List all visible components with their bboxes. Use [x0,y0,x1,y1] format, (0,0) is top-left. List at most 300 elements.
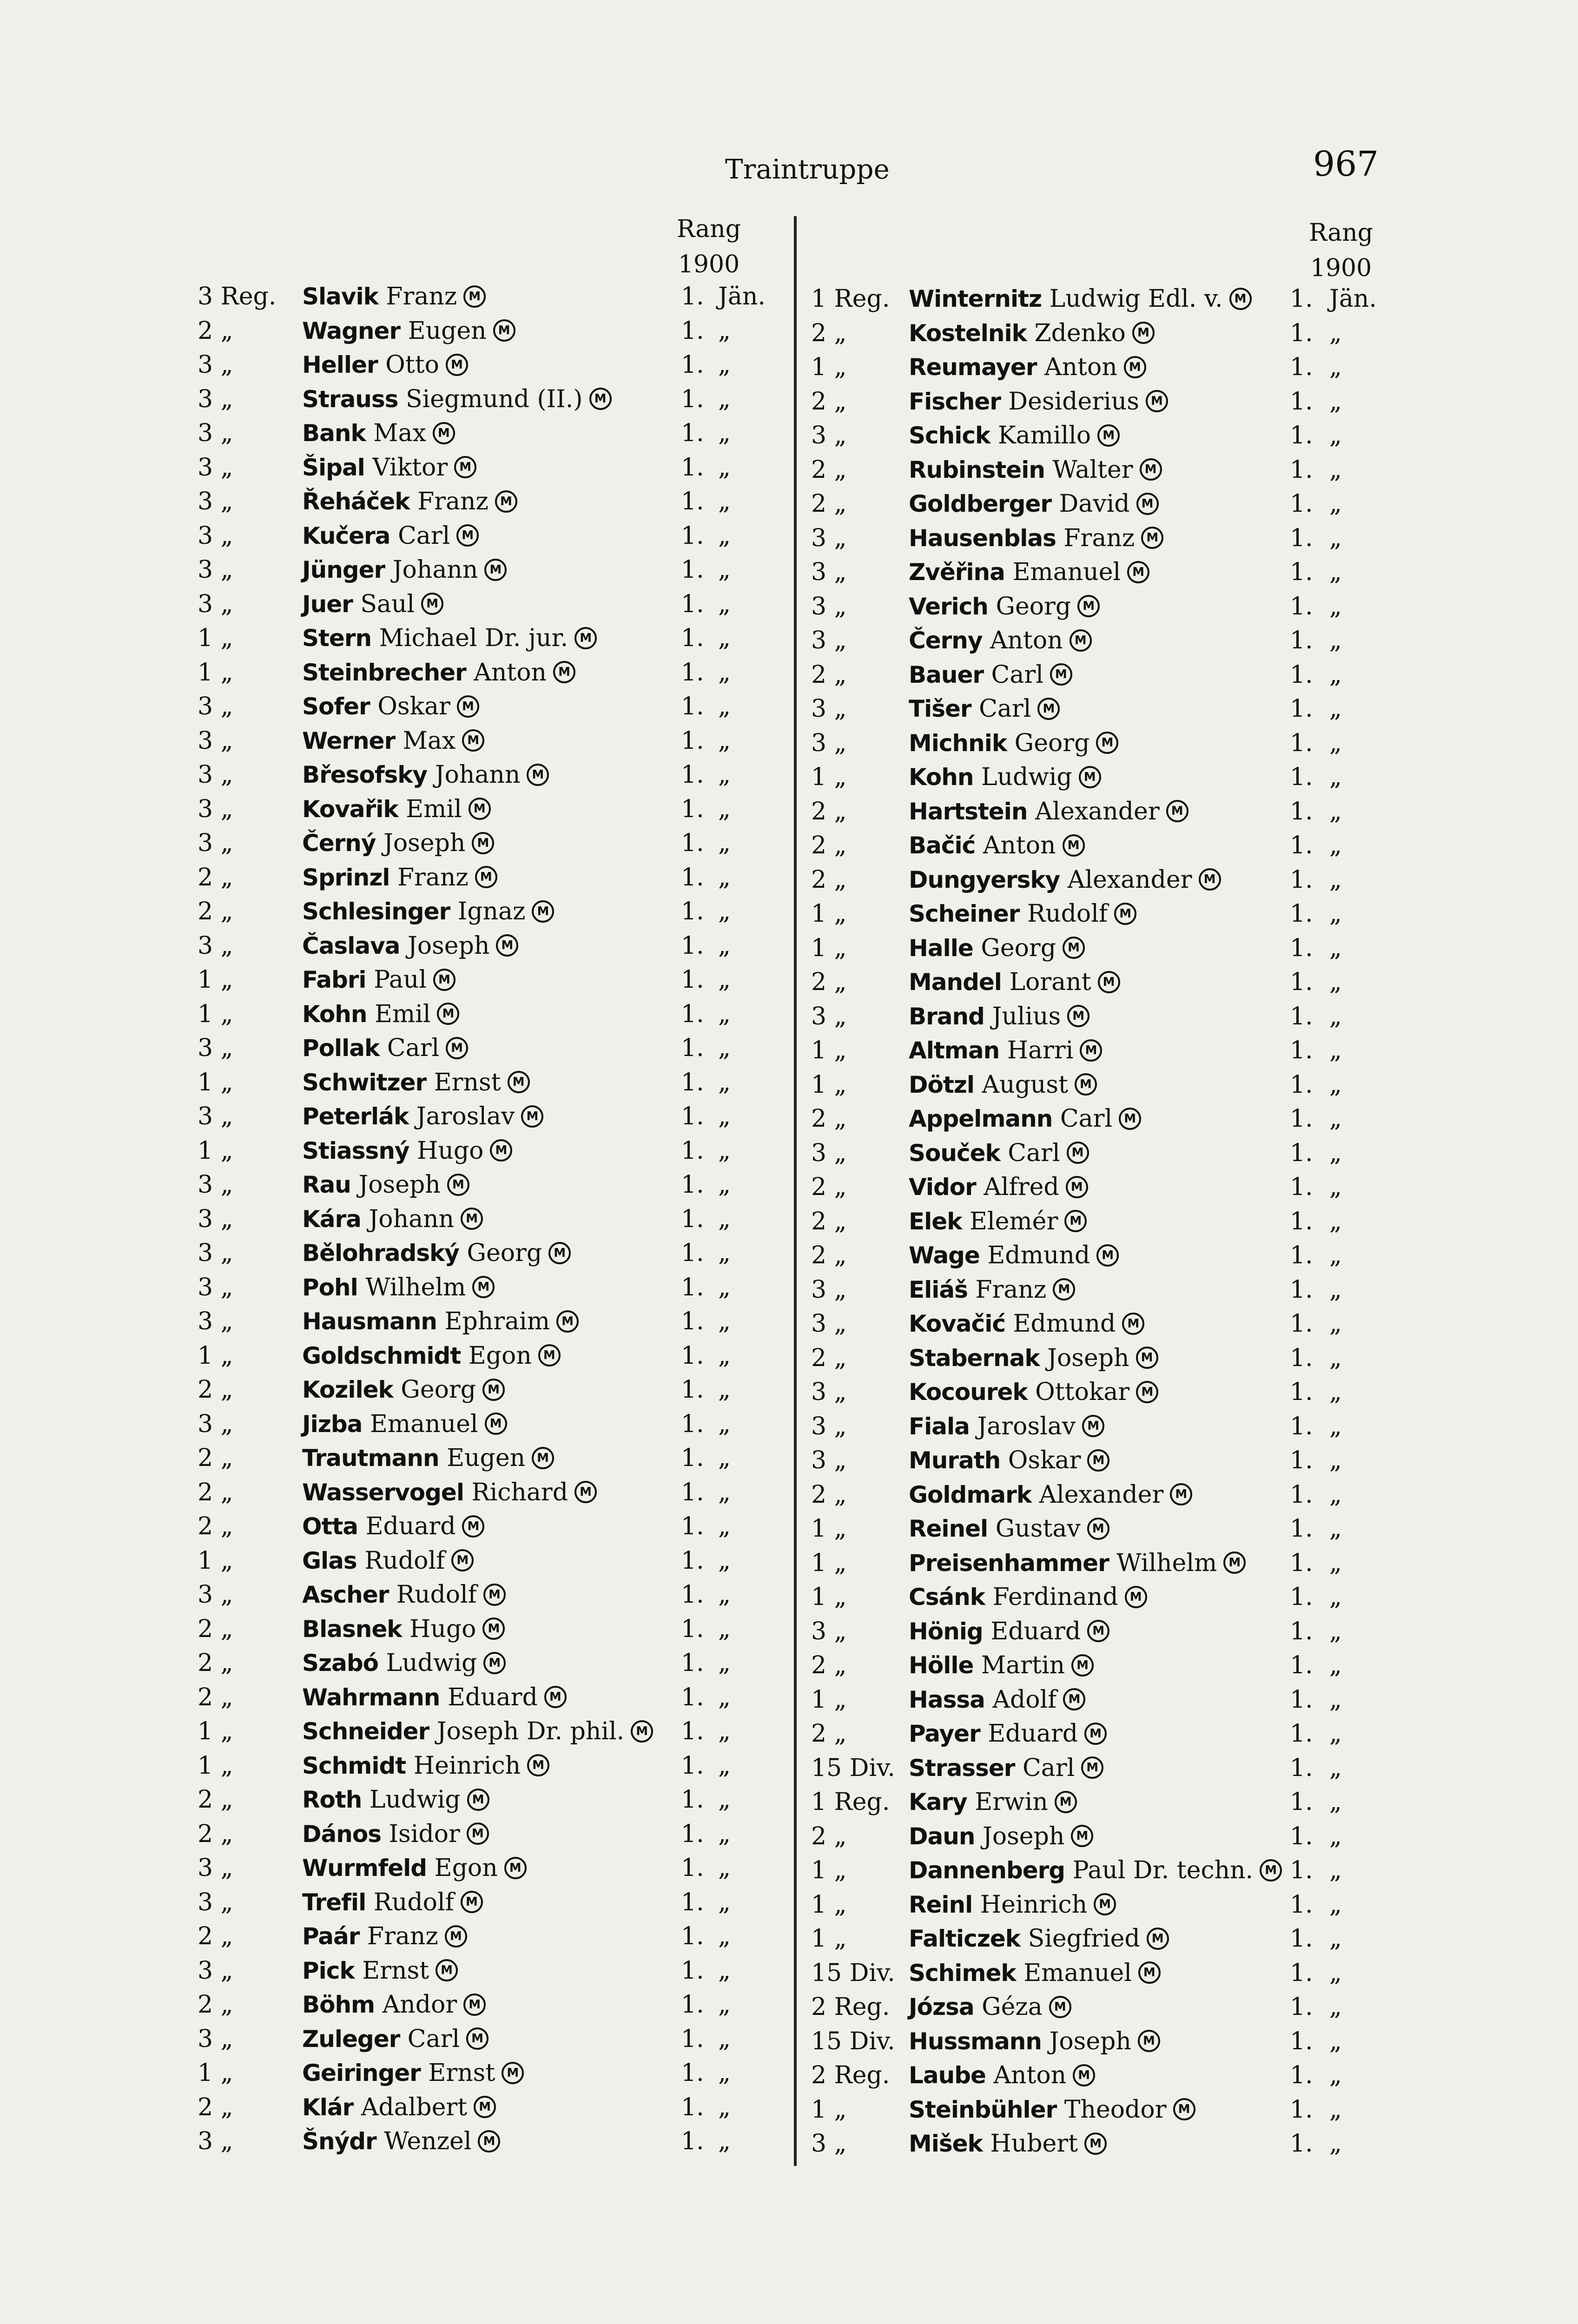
list-item [198,416,774,450]
rank-month: „ [718,1683,731,1711]
entry-name [909,763,1101,791]
entry-name [302,385,612,413]
list-item [198,928,774,963]
circled-m-icon: M [1082,1415,1104,1437]
entry-name [302,1547,474,1575]
rank-day: 1. [1290,2130,1313,2158]
rank-month: „ [718,2093,731,2121]
unit-label: 2 „ [811,1173,847,1201]
list-item [804,1784,1408,1819]
list-item [198,1714,774,1748]
list-item [804,555,1408,589]
surname: Hassa [909,1686,985,1713]
rank-day: 1. [681,931,704,960]
rank-day: 1. [681,1922,704,1950]
rank-day: 1. [681,1512,704,1540]
entry-name [909,1891,1116,1919]
unit-label: 2 „ [811,865,847,894]
list-item [198,689,774,723]
given-name: Georg [996,592,1071,621]
entry-name [909,388,1168,416]
list-item [804,1340,1408,1375]
given-name: Max [373,419,426,447]
rank-month: „ [1329,1788,1342,1816]
surname: Časlava [302,932,400,959]
given-name: Anton [983,832,1056,859]
given-name: Emanuel [370,1410,478,1438]
list-item [804,726,1408,760]
circled-m-icon: M [421,593,443,615]
list-item [804,316,1408,350]
rank-day: 1. [1290,1583,1313,1611]
entry-name [302,1137,512,1165]
circled-m-icon: M [1141,527,1163,549]
given-name: Wilhelm [1116,1549,1217,1577]
entry-name [909,729,1118,757]
given-name: David [1059,490,1130,518]
unit-label: 3 „ [198,1205,233,1233]
surname: Kučera [302,522,390,549]
list-item [804,1921,1408,1955]
rank-month: Jän. [718,283,766,310]
circled-m-icon: M [1094,1893,1116,1915]
rank-month: „ [718,1786,731,1814]
given-name: Wilhelm [365,1273,466,1301]
rank-month: „ [1329,1446,1342,1474]
rank-day: 1. [681,1786,704,1814]
rank-day: 1. [681,1410,704,1438]
entry-name [302,1376,505,1404]
circled-m-icon: M [1260,1859,1282,1882]
given-name: Otto [385,351,439,379]
surname: Dannenberg [909,1857,1065,1884]
circled-m-icon: M [469,798,491,820]
rank-day: 1. [1290,1685,1313,1714]
surname: Strasser [909,1754,1015,1782]
given-name: Julius [992,1002,1061,1030]
surname: Steinbühler [909,2096,1057,2123]
given-name: Paul Dr. techn. [1072,1856,1254,1884]
rank-month: „ [718,863,731,891]
surname: Kocourek [909,1379,1028,1406]
circled-m-icon: M [1096,1244,1119,1267]
circled-m-icon: M [1136,493,1159,515]
list-item [198,655,774,689]
rank-day: 1. [681,761,704,789]
entry-name [302,1957,458,1985]
list-item [804,1033,1408,1067]
rank-month: „ [1329,387,1342,416]
given-name: Siegmund (II.) [405,385,583,413]
list-item [198,587,774,621]
rank-day: 1. [1290,353,1313,381]
surname: Glas [302,1547,357,1574]
entry-name [909,285,1252,313]
rank-month: „ [718,1478,731,1506]
unit-label: 2 „ [198,898,233,925]
unit-label: 2 „ [198,317,233,345]
entry-name [302,932,518,960]
given-name: Theodor [1064,2095,1167,2124]
circled-m-icon: M [496,934,518,957]
rank-month: „ [1329,660,1342,689]
given-name: Anton [474,658,547,687]
list-item [804,1511,1408,1545]
rank-day: 1. [1290,1856,1313,1884]
surname: Sprinzl [302,864,390,891]
surname: Fischer [909,388,1001,415]
rank-month: „ [1329,524,1342,552]
given-name: Adalbert [361,2093,468,2121]
entry-name [302,351,468,379]
unit-label: 1 „ [811,1685,847,1714]
list-item [198,2055,774,2090]
unit-label: 2 Reg. [811,1993,890,2021]
given-name: Erwin [975,1788,1048,1816]
entry-name [302,1103,543,1130]
rank-day: 1. [1290,2095,1313,2124]
rank-day: 1. [681,1717,704,1745]
given-name: Lorant [1009,968,1091,996]
surname: Falticzek [909,1925,1021,1952]
list-item [198,1338,774,1373]
list-item [804,1750,1408,1785]
circled-m-icon: M [461,1891,483,1913]
surname: Wasservogel [302,1479,464,1506]
rank-day: 1. [681,1546,704,1575]
circled-m-icon: M [502,2062,524,2084]
circled-m-icon: M [1087,1449,1109,1472]
surname: Steinbrecher [302,659,466,686]
list-item [804,1374,1408,1409]
unit-label: 1 „ [198,1341,233,1370]
surname: Jizba [302,1410,363,1438]
entry-name [302,864,497,891]
given-name: Jaroslav [416,1103,515,1130]
list-item [198,347,774,382]
rank-day: 1. [1290,1651,1313,1679]
surname: Trautmann [302,1445,439,1472]
rank-month: „ [718,385,731,413]
given-name: Ludwig [369,1786,461,1814]
unit-label: 3 „ [198,1581,233,1609]
list-item [198,1611,774,1646]
list-item [804,794,1408,828]
rank-month: „ [718,1581,731,1609]
given-name: Georg [981,934,1056,962]
given-name: Oskar [377,693,450,720]
unit-label: 3 „ [811,558,847,586]
list-item [198,1543,774,1578]
list-item [198,552,774,587]
rank-day: 1. [681,1171,704,1199]
list-item [198,484,774,518]
list-item [198,1202,774,1236]
rank-month: „ [1329,1583,1342,1611]
rank-month: „ [718,1307,731,1335]
rank-day: 1. [681,1000,704,1028]
rank-day: 1. [681,1341,704,1370]
list-item [804,896,1408,931]
surname: Dötzl [909,1071,974,1098]
list-item [804,828,1408,862]
unit-label: 3 „ [198,1410,233,1438]
surname: Heller [302,351,378,378]
list-item [198,1680,774,1714]
surname: Stabernak [909,1344,1040,1372]
rank-month: „ [718,624,731,652]
rank-day: 1. [1290,1105,1313,1133]
rank-day: 1. [1290,490,1313,518]
surname: Kovačić [909,1310,1005,1337]
entry-name [909,2096,1195,2124]
circled-m-icon: M [482,1618,505,1640]
unit-label: 3 „ [811,729,847,757]
unit-label: 15 Div. [811,1754,895,1782]
rank-month: „ [1329,1549,1342,1577]
circled-m-icon: M [446,1037,468,1059]
rank-header-year: 1900 [1310,254,1372,282]
entry-name [909,1618,1109,1645]
entry-name [302,1239,571,1267]
surname: Józsa [909,1994,974,2020]
list-item [804,759,1408,794]
circled-m-icon: M [1173,2098,1195,2120]
entry-name [302,1171,469,1199]
circled-m-icon: M [1080,1039,1102,1062]
circled-m-icon: M [1132,322,1155,344]
list-item [804,2092,1408,2126]
unit-label: 1 „ [198,1546,233,1575]
entry-name [302,1512,484,1540]
given-name: Franz [386,283,457,310]
rank-header-year: 1900 [678,251,740,278]
given-name: Rudolf [396,1581,477,1609]
unit-label: 3 „ [811,422,847,449]
surname: Blasnek [302,1615,402,1643]
entry-name [302,1205,483,1233]
given-name: Andor [382,1991,457,2019]
unit-label: 2 „ [198,1512,233,1540]
given-name: Emanuel [1012,558,1121,586]
rank-month: „ [718,1820,731,1848]
entry-name [302,1444,554,1472]
given-name: Carl [397,522,450,550]
unit-label: 3 „ [811,1446,847,1474]
list-item [804,350,1408,384]
list-item [198,1475,774,1509]
rank-day: 1. [1290,524,1313,552]
list-item [804,521,1408,555]
rank-day: 1. [1290,1310,1313,1338]
rank-day: 1. [681,898,704,925]
unit-label: 3 „ [198,1171,233,1199]
unit-label: 1 „ [198,658,233,687]
given-name: Egon [434,1854,498,1882]
given-name: Johann [369,1205,455,1233]
rank-month: „ [718,1341,731,1370]
rank-month: „ [1329,1139,1342,1167]
surname: Mišek [909,2130,983,2157]
list-item [804,1989,1408,2024]
rank-month: „ [718,1546,731,1575]
surname: Hartstein [909,798,1028,825]
list-item [198,1440,774,1475]
circled-m-icon: M [548,1242,571,1264]
entry-name [302,829,494,857]
circled-m-icon: M [467,1789,489,1811]
unit-label: 3 „ [811,592,847,621]
entry-name [302,1854,527,1882]
unit-label: 3 „ [198,556,233,584]
given-name: Edmund [987,1241,1090,1269]
surname: Daun [909,1822,975,1850]
given-name: Heinrich [980,1890,1088,1919]
circled-m-icon: M [1070,629,1092,652]
entry-name [302,1752,549,1780]
list-item [804,1169,1408,1204]
unit-label: 3 „ [198,1239,233,1267]
unit-label: 3 „ [198,385,233,413]
unit-label: 3 „ [198,1956,233,1985]
list-item [198,962,774,997]
circled-m-icon: M [631,1720,653,1743]
rank-day: 1. [681,1854,704,1882]
surname: Szabó [302,1650,378,1677]
given-name: Desiderius [1008,387,1139,416]
surname: Fiala [909,1413,970,1440]
entry-name [302,659,575,687]
surname: Pick [302,1957,355,1984]
rank-month: „ [1329,2130,1342,2158]
rank-month: „ [718,898,731,925]
circled-m-icon: M [1166,800,1188,822]
list-item [198,1099,774,1133]
list-item [198,894,774,928]
unit-label: 1 „ [811,1890,847,1919]
page-number: 967 [1313,144,1379,184]
entry-name [302,761,549,789]
circled-m-icon: M [1199,868,1221,891]
unit-label: 1 „ [811,900,847,928]
given-name: Franz [397,863,469,891]
list-item [198,1167,774,1202]
given-name: Emil [374,1000,431,1028]
entry-name [302,1069,530,1096]
unit-label: 3 „ [811,1378,847,1406]
unit-label: 3 „ [198,726,233,755]
rank-month: „ [1329,1310,1342,1338]
rank-day: 1. [681,351,704,379]
entry-name [909,2130,1107,2158]
rank-day: 1. [681,1273,704,1301]
unit-label: 2 „ [811,832,847,859]
given-name: Ludwig Edl. v. [1049,285,1223,313]
circled-m-icon: M [1053,1278,1075,1301]
rank-day: 1. [681,1751,704,1780]
rank-month: „ [1329,1275,1342,1304]
rank-day: 1. [1290,900,1313,928]
surname: Halle [909,934,973,962]
unit-label: 1 „ [198,1717,233,1745]
rank-day: 1. [1290,1515,1313,1543]
entry-name [909,1344,1158,1372]
rank-day: 1. [1290,1412,1313,1440]
entry-name [302,2093,496,2121]
given-name: Martin [981,1651,1065,1679]
rank-day: 1. [681,2093,704,2121]
rank-month: „ [718,1956,731,1985]
entry-name [909,1925,1169,1953]
given-name: Ludwig [386,1649,477,1677]
surname: Wahrmann [302,1684,440,1711]
rank-day: 1. [681,283,704,310]
surname: Peterlák [302,1103,409,1130]
rank-day: 1. [1290,1275,1313,1304]
surname: Rubinstein [909,456,1045,483]
rank-day: 1. [1290,1173,1313,1201]
unit-label: 2 „ [198,1786,233,1814]
given-name: Carl [1060,1105,1113,1133]
rank-day: 1. [681,1136,704,1165]
rank-day: 1. [1290,1378,1313,1406]
unit-label: 3 „ [198,488,233,515]
entry-name [909,900,1136,928]
surname: Schwitzer [302,1069,427,1096]
rank-day: 1. [681,1683,704,1711]
rank-day: 1. [1290,1037,1313,1064]
circled-m-icon: M [1114,903,1136,925]
entry-name [302,2059,524,2087]
surname: Zvěřina [909,559,1005,586]
unit-label: 2 „ [811,490,847,518]
entry-name [302,419,455,447]
rank-month: „ [718,1854,731,1882]
left-column-list [198,279,774,2158]
list-item [198,1270,774,1304]
circled-m-icon: M [1229,288,1252,310]
rank-month: „ [1329,1822,1342,1850]
circled-m-icon: M [1055,1791,1077,1813]
entry-name [909,1515,1109,1543]
surname: Appelmann [909,1105,1053,1132]
surname: Wage [909,1242,980,1269]
surname: Mandel [909,969,1002,996]
unit-label: 1 Reg. [811,1788,890,1816]
surname: Břesofsky [302,761,428,788]
entry-name [302,1991,486,2019]
rank-day: 1. [1290,695,1313,723]
circled-m-icon: M [1084,2133,1107,2155]
circled-m-icon: M [1097,424,1120,447]
unit-label: 2 „ [198,1991,233,2019]
circled-m-icon: M [1064,1210,1087,1232]
rank-month: „ [1329,1651,1342,1679]
rank-day: 1. [681,1103,704,1130]
rank-month: Jän. [1329,285,1377,313]
rank-day: 1. [1290,2061,1313,2089]
list-item [804,1443,1408,1477]
circled-m-icon: M [483,1584,506,1606]
rank-month: „ [1329,1378,1342,1406]
circled-m-icon: M [490,1139,512,1162]
unit-label: 15 Div. [811,1959,895,1987]
surname: Kostelnik [909,319,1027,347]
surname: Dános [302,1820,381,1848]
rank-month: „ [1329,1344,1342,1372]
surname: Paár [302,1923,360,1950]
unit-label: 1 „ [811,763,847,791]
